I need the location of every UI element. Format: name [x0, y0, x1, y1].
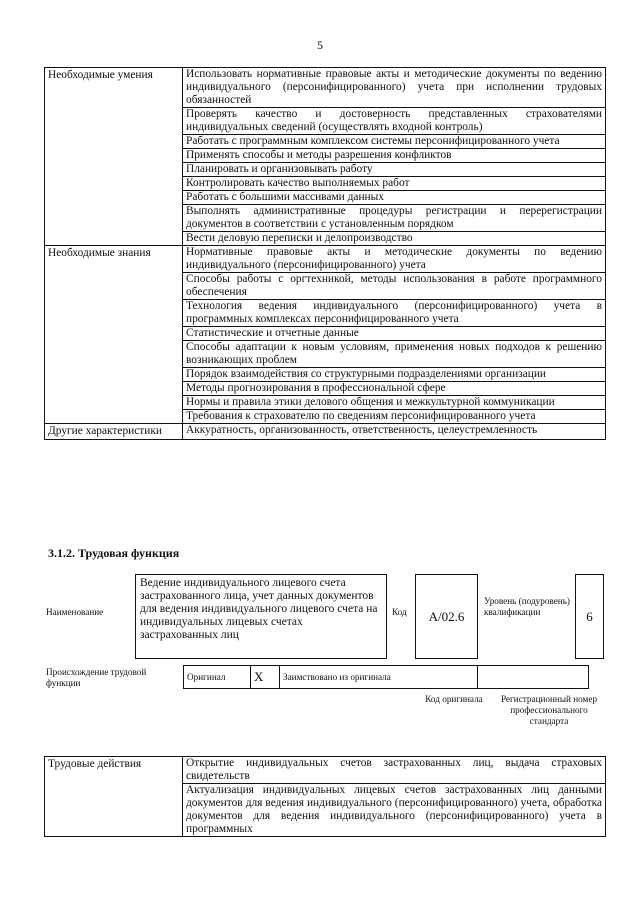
- skills-knowledge-table: [44, 67, 606, 440]
- code-box: [415, 574, 478, 659]
- table-row: [45, 246, 606, 273]
- reg-number-caption: Регистрационный номер профессионального стандарта: [500, 694, 598, 726]
- table-cell: Использовать нормативные правовые акты и методические документы по ведению индивидуального (персонифицированного) учета при исполнении трудовых обязанностей: [183, 68, 606, 108]
- code-value: А/02.6: [428, 608, 465, 624]
- name-label: Наименование: [46, 607, 104, 617]
- table-row: [45, 424, 606, 440]
- row-label: Другие характеристики: [45, 424, 183, 440]
- code-original-caption: Код оригинала: [425, 694, 483, 704]
- original-mark: X: [251, 666, 280, 689]
- function-name-box: Ведение индивидуального лицевого счета застрахованного лица, учет данных документов для ведения индивидуального лицевого счета на индивидуальных лицевых счетах застрахованных лиц: [135, 574, 387, 659]
- code-label: Код: [392, 607, 407, 617]
- table-cell: Порядок взаимодействия со структурными подразделениями организации: [183, 368, 606, 382]
- table-cell: Методы прогнозирования в профессиональной сфере: [183, 382, 606, 396]
- table-cell: Способы адаптации к новым условиям, применения новых подходов к решению возникающих проблем: [183, 341, 606, 368]
- table-cell: Применять способы и методы разрешения конфликтов: [183, 149, 606, 163]
- table-cell: Нормы и правила этики делового общения и межкультурной коммуникации: [183, 396, 606, 410]
- actions-table: [44, 756, 606, 837]
- table-cell: Выполнять административные процедуры регистрации и перерегистрации документов в соответствии с установленным порядком: [183, 205, 606, 232]
- row-label: Необходимые знания: [45, 246, 183, 424]
- table-cell: Статистические и отчетные данные: [183, 327, 606, 341]
- table-cell: Проверять качество и достоверность представленных страхователями индивидуальных сведений (осуществлять входной контроль): [183, 108, 606, 135]
- table-cell: Открытие индивидуальных счетов застрахованных лиц, выдача страховых свидетельств: [183, 757, 606, 784]
- table-cell: Планировать и организовывать работу: [183, 163, 606, 177]
- table-cell: Работать с программным комплексом системы персонифицированного учета: [183, 135, 606, 149]
- row-label: Трудовые действия: [45, 757, 183, 837]
- table-cell: Нормативные правовые акты и методические документы по ведению индивидуального (персонифицированного) учета: [183, 246, 606, 273]
- table-cell: Вести деловую переписки и делопроизводство: [183, 232, 606, 246]
- table-row: [45, 68, 606, 108]
- origin-table: [183, 665, 589, 689]
- table-cell: Контролировать качество выполняемых работ: [183, 177, 606, 191]
- table-cell: Аккуратность, организованность, ответственность, целеустремленность: [183, 424, 606, 440]
- origin-label: Происхождение трудовой функции: [46, 667, 147, 688]
- level-label: Уровень (подуровень) квалификации: [484, 596, 570, 617]
- table-cell: Требования к страхователю по сведениям персонифицированного учета: [183, 410, 606, 424]
- original-label: Оригинал: [184, 666, 251, 689]
- table-cell: Технология ведения индивидуального (персонифицированного) учета в программных комплексах персонифицированного учета: [183, 300, 606, 327]
- table-cell: Актуализация индивидуальных лицевых счетов застрахованных лиц данными документов для ведения индивидуального (персонифицированного) учета, обработка документов для ведения индивидуального (персонифицированного) учета в программных: [183, 784, 606, 837]
- section-heading: 3.1.2. Трудовая функция: [48, 546, 180, 560]
- table-cell: Работать с большими массивами данных: [183, 191, 606, 205]
- table-row: [45, 757, 606, 784]
- row-label: Необходимые умения: [45, 68, 183, 246]
- level-box: [575, 574, 604, 659]
- borrowed-label: Заимствовано из оригинала: [280, 666, 478, 689]
- page-number: 5: [317, 38, 323, 52]
- reg-number-cell: [478, 666, 589, 689]
- table-cell: Способы работы с оргтехникой, методы использования в работе программного обеспечения: [183, 273, 606, 300]
- level-value: 6: [586, 608, 593, 624]
